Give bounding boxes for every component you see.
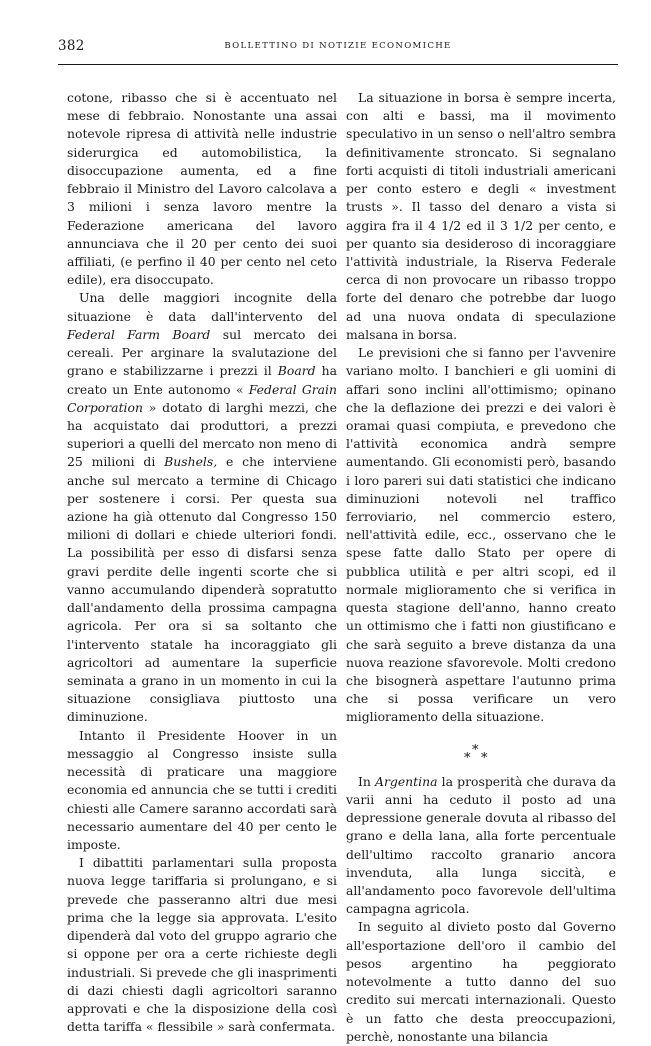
- asterisk: *: [464, 750, 471, 766]
- running-title: BOLLETTINO DI NOTIZIE ECONOMICHE: [224, 41, 452, 51]
- italic-term: Board: [277, 363, 316, 379]
- header-rule: [58, 64, 618, 65]
- right-column: [346, 89, 616, 1046]
- paragraph: cotone, ribasso che si è accentuato nel mese di febbraio. Nonostante una assai notevole ripresa di attività nelle industrie siderurgica ed automobilistica, la disoccupazione aumenta, ed a fine febbraio il Ministro del Lavoro calcolava a 3 milioni i senza lavoro mentre la Federazione americana del lavoro annunciava che il 20 per cento dei suoi affiliati, (e perfino il 40 per cento nel ceto edile), era disoccupato.: [67, 90, 337, 288]
- text-run: ha creato un Ente autonomo «: [67, 363, 337, 397]
- text-run: la prosperità che durava da varii anni ha ceduto il posto ad una depressione generale dovuta al ribasso del grano e della lana, alla forte percentuale dell'ultimo raccolto granario ancora invenduta, alla lunga siccità, e all'andamento poco favorevole dell'ultima campagna agricola.: [346, 773, 616, 917]
- text-run: e che interviene anche sul mercato a termine di Chicago per sostenere i corsi. Per questa sua azione ha già ottenuto dal Congresso 150 milioni di dollari e chiede ulteriori fondi. La possibilità per esso di disfarsi senza gravi perdite delle ingenti scorte che si vanno accumulando dipenderà sopratutto dall'andamento della prossima campagna agricola. Per ora si sa soltanto che l'intervento statale ha incoraggiato gli agricoltori ad aumentare la superficie seminata a grano in un momento in cui la situazione consigliava piuttosto una diminuzione.: [67, 454, 337, 725]
- paragraph: [67, 289, 337, 726]
- paragraph: Le previsioni che si fanno per l'avvenire variano molto. I banchieri e gli uomini di affari sono inclini all'ottimismo; opinano che la deflazione dei prezzi e dei valori è oramai quasi compiuta, e prevedono che l'attività economica andrà sempre aumentando. Gli economisti però, basando i loro pareri sui dati statistici che indicano diminuzioni notevoli nel traffico ferroviario, nel commercio estero, nell'attività edile, ecc., osservano che le spese fatte dallo Stato per opere di pubblica utilità e per altri scopi, ed il normale miglioramento che si verifica in questa stagione dell'anno, hanno creato un ottimismo che i fatti non giustificano e che sarà seguito a breve distanza da una nuova reazione sfavorevole. Molti credono che bisognerà aspettare l'autunno prima che si possa verificare un vero miglioramento della situazione.: [346, 345, 616, 725]
- paragraph: La situazione in borsa è sempre incerta, con alti e bassi, ma il movimento speculativo in un senso o nell'altro sembra definitivamente stroncato. Si segnalano forti acquisti di titoli industriali americani per conto estero e degli « investment trusts ». Il tasso del denaro a vista si aggira fra il 4 1/2 ed il 3 1/2 per cento, e per quanto sia desideroso di incoraggiare l'attività industriale, la Riserva Federale cerca di non provocare un ribasso troppo forte del denaro che potrebbe dar luogo ad una nuova ondata di speculazione malsana in borsa.: [346, 90, 616, 342]
- section-asterism: [346, 727, 616, 773]
- text-run: sul mercato dei cereali. Per arginare la svalutazione del grano e stabilizzarne i prezzi il: [67, 326, 337, 379]
- italic-term: Federal Farm Board: [67, 326, 211, 342]
- text-run: » dotato di larghi mezzi, che ha acquistato dai produttori, a prezzi superiori a quelli del mercato non meno di 25 milioni di: [67, 399, 337, 470]
- italic-term: Federal Grain Corporation: [67, 381, 337, 415]
- paragraph: [346, 773, 616, 919]
- left-column: [67, 89, 337, 1036]
- italic-term: Argentina: [375, 773, 438, 789]
- paragraph: In seguito al divieto posto dal Governo all'esportazione dell'oro il cambio del pesos argentino ha peggiorato notevolmente a tutto danno del suo credito sui mercati internazionali. Questo è un fatto che desta preoccupazioni, perchè, nonostante una bilancia: [346, 919, 616, 1044]
- text-run: Una delle maggiori incognite della situazione è data dall'intervento del: [67, 290, 337, 324]
- asterisk: *: [472, 742, 479, 758]
- paragraph: I dibattiti parlamentari sulla proposta nuova legge tariffaria si prolungano, e si prevede che passeranno altri due mesi prima che la legge sia approvata. L'esito dipenderà dal voto del gruppo agrario che si oppone per ora a certe richieste degli industriali. Si prevede che gli inasprimenti di dazi chiesti dagli agricoltori saranno approvati e che la disposizione della così detta tariffa « flessibile » sarà confermata.: [67, 855, 337, 1035]
- paragraph: Intanto il Presidente Hoover in un messaggio al Congresso insiste sulla necessità di praticare una maggiore economia ed annuncia che se tutti i crediti chiesti alle Camere saranno accordati sarà necessario aumentare del 40 per cento le imposte.: [67, 727, 337, 852]
- page-number: 382: [58, 38, 85, 54]
- text-run: In: [358, 773, 376, 789]
- asterisk: *: [481, 750, 488, 766]
- page-header: [58, 38, 618, 62]
- italic-term: Bushels,: [164, 454, 218, 470]
